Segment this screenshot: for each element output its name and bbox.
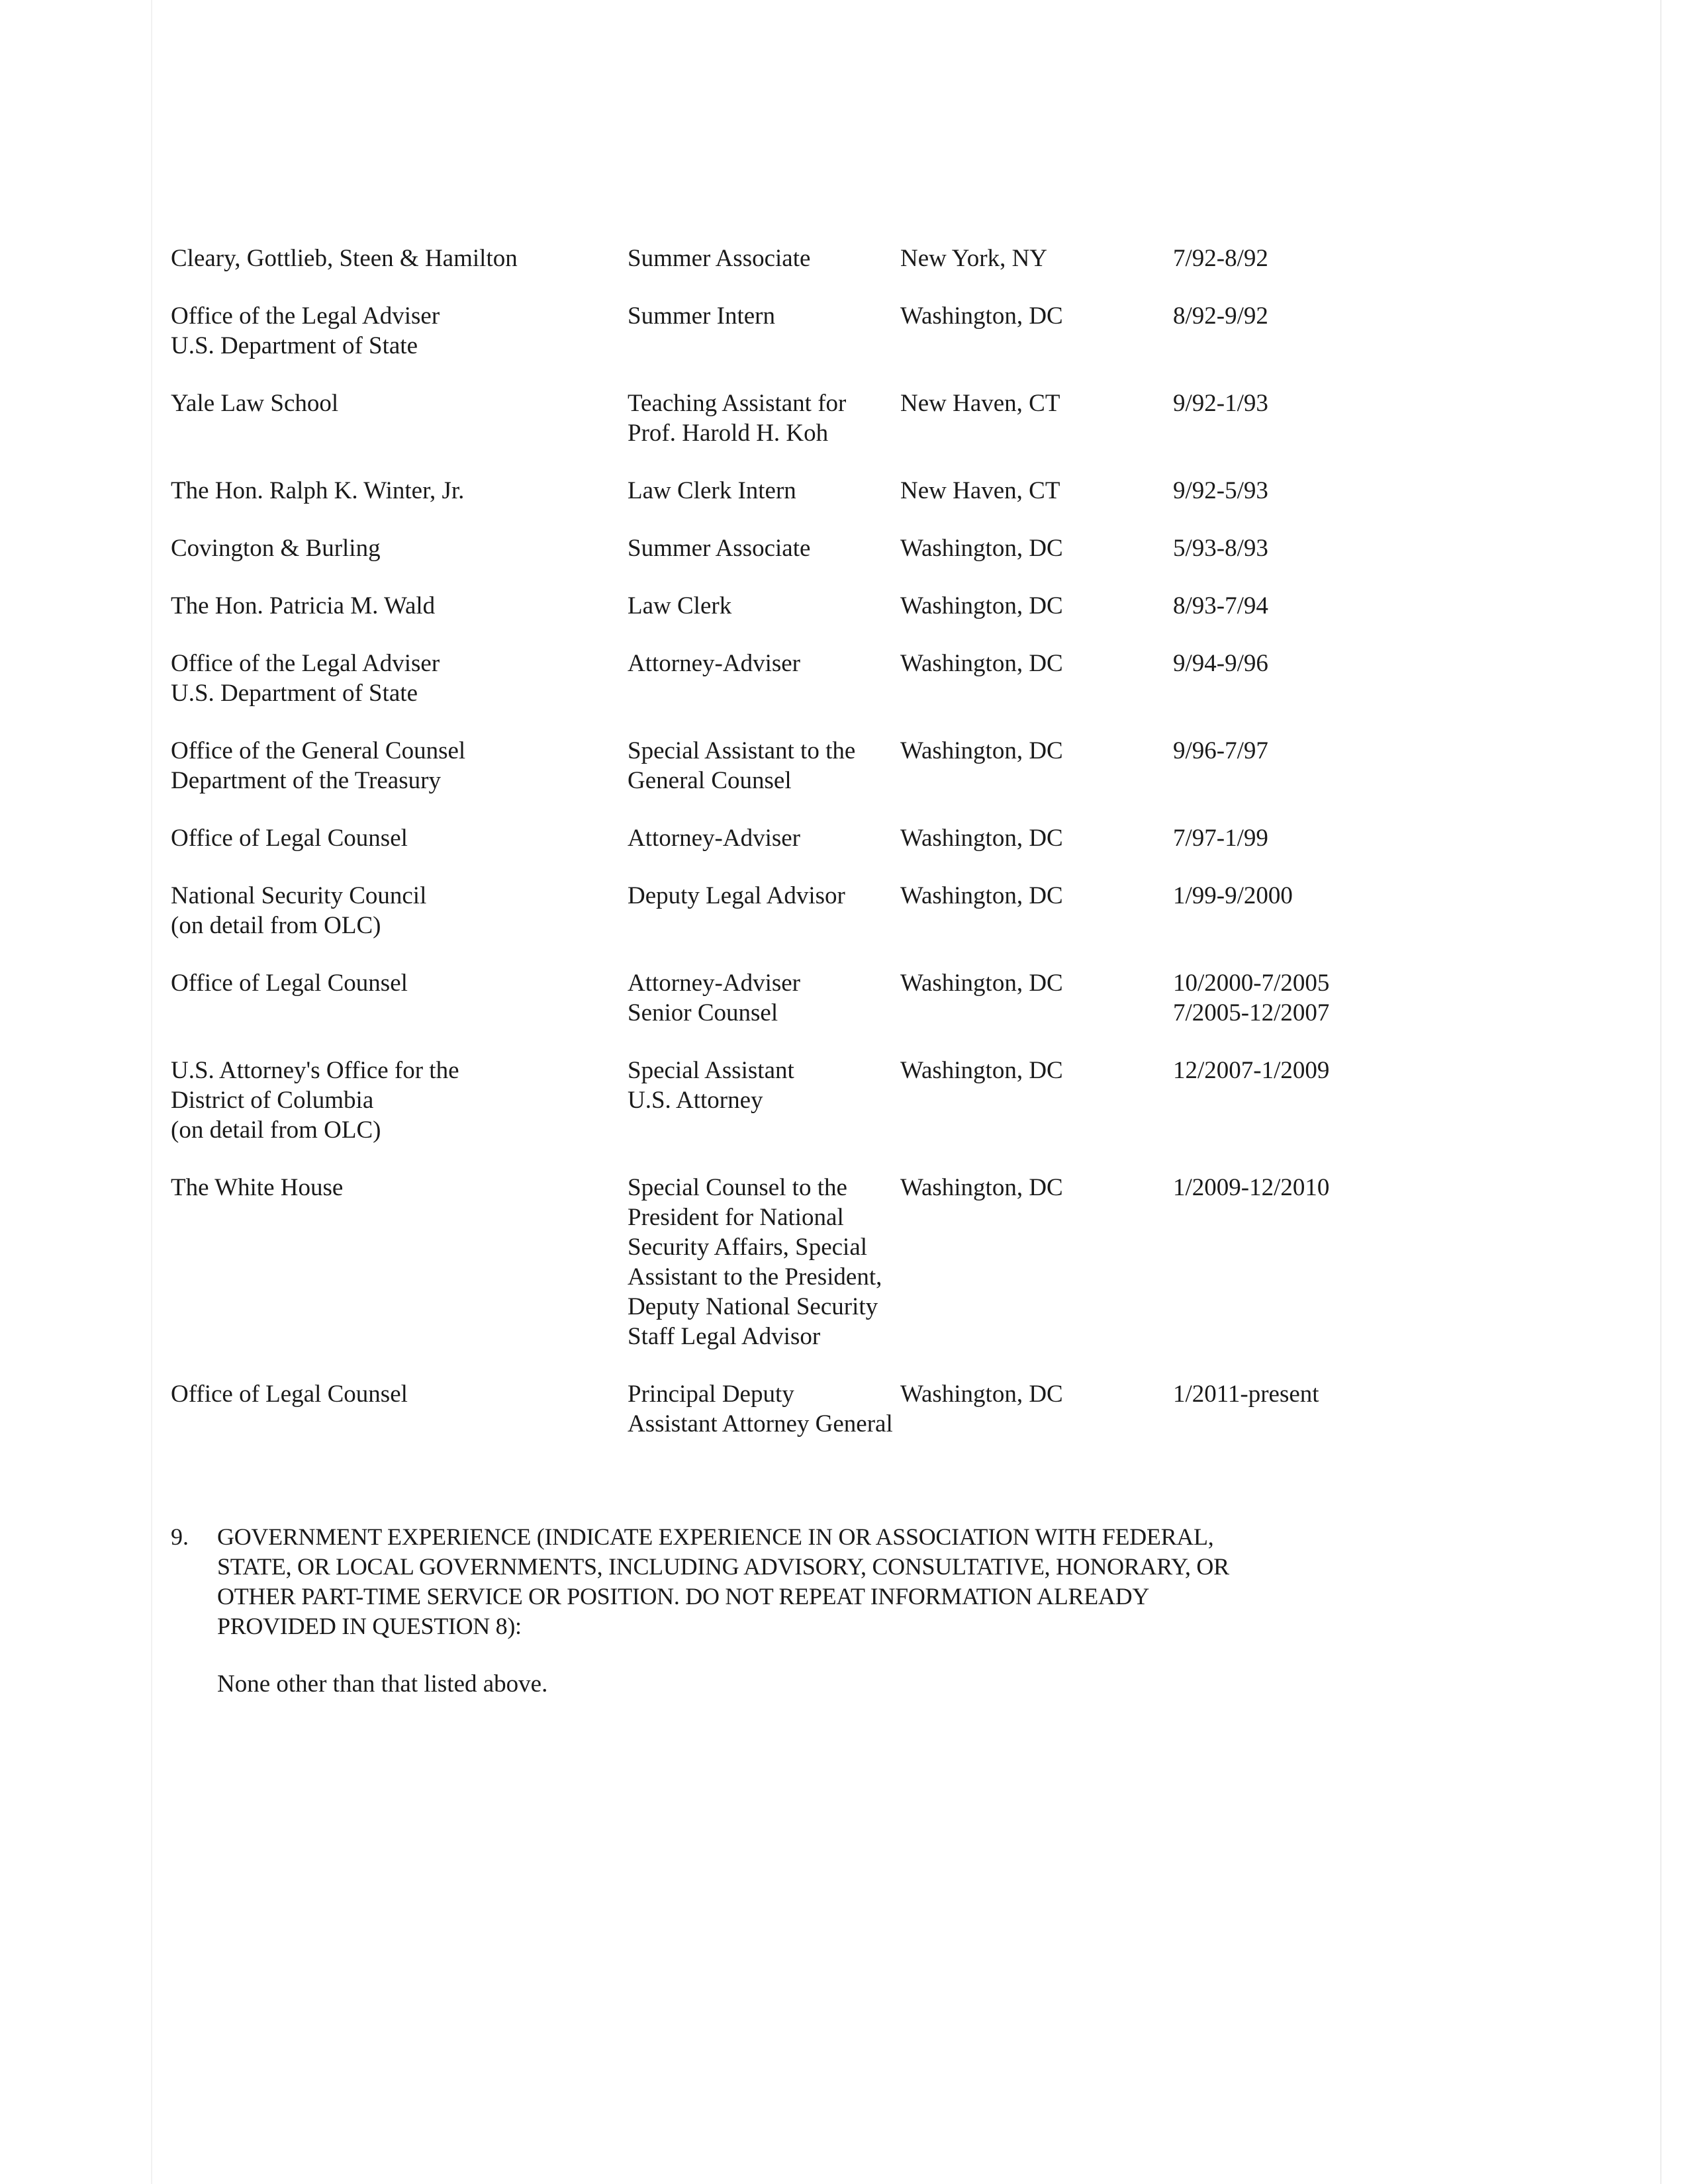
position-cell: [628, 591, 900, 621]
employment-row: [171, 968, 1429, 1028]
question-9-text: [217, 1522, 1362, 1641]
dates-cell: [1173, 1056, 1391, 1085]
dates-cell: [1173, 388, 1391, 418]
text-line: Deputy National Security: [628, 1293, 878, 1320]
employment-row: [171, 1379, 1429, 1439]
location-text: Washington, DC: [900, 1057, 1063, 1084]
text-line: (on detail from OLC): [171, 912, 381, 939]
scan-edge-right: [1660, 0, 1662, 2184]
position-cell: [628, 736, 900, 796]
location-text: Washington, DC: [900, 970, 1063, 997]
location-text: Washington, DC: [900, 882, 1063, 909]
dates-cell: [1173, 736, 1391, 766]
text-line: 12/2007-1/2009: [1173, 1057, 1330, 1084]
employment-row: [171, 881, 1429, 940]
employer-cell: [171, 388, 628, 418]
location-text: New York, NY: [900, 245, 1048, 272]
dates-cell: [1173, 649, 1391, 678]
dates-cell: [1173, 968, 1391, 1028]
text-line: 9/94-9/96: [1173, 650, 1268, 677]
text-line: Teaching Assistant for: [628, 390, 847, 417]
text-line: Office of Legal Counsel: [171, 825, 408, 852]
position-cell: [628, 968, 900, 1028]
text-line: Senior Counsel: [628, 999, 778, 1026]
text-line: Special Counsel to the: [628, 1174, 847, 1201]
employer-cell: [171, 1379, 628, 1409]
location-text: New Haven, CT: [900, 477, 1060, 504]
employment-row: [171, 1173, 1429, 1351]
text-line: Office of the General Counsel: [171, 737, 466, 764]
text-line: Deputy Legal Advisor: [628, 882, 845, 909]
dates-cell: [1173, 881, 1391, 911]
position-cell: [628, 823, 900, 853]
text-line: Special Assistant to the: [628, 737, 856, 764]
text-line: Attorney-Adviser: [628, 650, 800, 677]
dates-cell: [1173, 823, 1391, 853]
text-line: STATE, OR LOCAL GOVERNMENTS, INCLUDING ADVISORY, CONSULTATIVE, HONORARY, OR: [217, 1553, 1229, 1580]
employment-row: [171, 388, 1429, 448]
location-cell: [900, 301, 1173, 331]
text-line: OTHER PART-TIME SERVICE OR POSITION. DO NOT REPEAT INFORMATION ALREADY: [217, 1583, 1150, 1610]
location-cell: [900, 823, 1173, 853]
text-line: Principal Deputy: [628, 1381, 794, 1408]
location-cell: [900, 1379, 1173, 1409]
employment-row: [171, 301, 1429, 361]
employment-row: [171, 649, 1429, 708]
employer-cell: [171, 736, 628, 796]
text-line: 7/92-8/92: [1173, 245, 1268, 272]
location-text: Washington, DC: [900, 1381, 1063, 1408]
employment-row: [171, 591, 1429, 621]
location-cell: [900, 591, 1173, 621]
location-text: Washington, DC: [900, 650, 1063, 677]
scan-edge-left: [151, 0, 152, 2184]
dates-cell: [1173, 533, 1391, 563]
question-9-number: 9.: [171, 1524, 189, 1550]
text-line: U.S. Department of State: [171, 332, 418, 359]
location-cell: [900, 1173, 1173, 1203]
location-text: Washington, DC: [900, 1174, 1063, 1201]
dates-cell: [1173, 476, 1391, 506]
employment-history-table: [171, 244, 1429, 1467]
employer-cell: [171, 244, 628, 273]
dates-cell: [1173, 1379, 1391, 1409]
location-text: Washington, DC: [900, 737, 1063, 764]
position-cell: [628, 533, 900, 563]
employer-cell: [171, 968, 628, 998]
text-line: Department of the Treasury: [171, 767, 441, 794]
dates-cell: [1173, 1173, 1391, 1203]
text-line: 1/99-9/2000: [1173, 882, 1293, 909]
question-9-section: [171, 1522, 1362, 1699]
dates-cell: [1173, 244, 1391, 273]
employment-row: [171, 823, 1429, 853]
employer-cell: [171, 649, 628, 708]
question-9-heading: [171, 1522, 1362, 1641]
employment-row: [171, 1056, 1429, 1145]
text-line: Prof. Harold H. Koh: [628, 420, 829, 447]
text-line: Attorney-Adviser: [628, 825, 800, 852]
position-cell: [628, 244, 900, 273]
location-cell: [900, 968, 1173, 998]
text-line: 5/93-8/93: [1173, 535, 1268, 562]
text-line: Office of the Legal Adviser: [171, 650, 440, 677]
text-line: Summer Intern: [628, 302, 775, 330]
text-line: PROVIDED IN QUESTION 8):: [217, 1613, 522, 1639]
text-line: Assistant to the President,: [628, 1263, 882, 1291]
location-cell: [900, 881, 1173, 911]
text-line: Law Clerk Intern: [628, 477, 796, 504]
location-cell: [900, 649, 1173, 678]
text-line: Yale Law School: [171, 390, 339, 417]
text-line: Cleary, Gottlieb, Steen & Hamilton: [171, 245, 518, 272]
text-line: U.S. Attorney's Office for the: [171, 1057, 459, 1084]
position-cell: [628, 881, 900, 911]
employment-row: [171, 533, 1429, 563]
location-text: Washington, DC: [900, 302, 1063, 330]
text-line: U.S. Department of State: [171, 680, 418, 707]
text-line: Assistant Attorney General: [628, 1410, 893, 1437]
text-line: Attorney-Adviser: [628, 970, 800, 997]
employment-row: [171, 736, 1429, 796]
location-cell: [900, 388, 1173, 418]
text-line: The Hon. Patricia M. Wald: [171, 592, 436, 619]
location-text: Washington, DC: [900, 535, 1063, 562]
text-line: 7/2005-12/2007: [1173, 999, 1330, 1026]
employer-cell: [171, 301, 628, 361]
text-line: District of Columbia: [171, 1087, 374, 1114]
text-line: U.S. Attorney: [628, 1087, 763, 1114]
employer-cell: [171, 881, 628, 940]
position-cell: [628, 1173, 900, 1351]
text-line: President for National: [628, 1204, 844, 1231]
position-cell: [628, 1379, 900, 1439]
location-text: Washington, DC: [900, 592, 1063, 619]
text-line: Office of Legal Counsel: [171, 1381, 408, 1408]
text-line: Office of Legal Counsel: [171, 970, 408, 997]
position-cell: [628, 476, 900, 506]
text-line: The White House: [171, 1174, 344, 1201]
text-line: 9/92-1/93: [1173, 390, 1268, 417]
question-9-answer: None other than that listed above.: [217, 1670, 548, 1698]
employer-cell: [171, 823, 628, 853]
position-cell: [628, 301, 900, 331]
text-line: GOVERNMENT EXPERIENCE (INDICATE EXPERIENCE IN OR ASSOCIATION WITH FEDERAL,: [217, 1524, 1214, 1550]
location-cell: [900, 244, 1173, 273]
position-cell: [628, 1056, 900, 1115]
location-text: New Haven, CT: [900, 390, 1060, 417]
text-line: Covington & Burling: [171, 535, 381, 562]
text-line: Summer Associate: [628, 535, 811, 562]
employer-cell: [171, 591, 628, 621]
position-cell: [628, 649, 900, 678]
text-line: 7/97-1/99: [1173, 825, 1268, 852]
text-line: (on detail from OLC): [171, 1116, 381, 1144]
employer-cell: [171, 476, 628, 506]
text-line: Law Clerk: [628, 592, 732, 619]
employment-row: [171, 476, 1429, 506]
employment-row: [171, 244, 1429, 273]
text-line: 1/2009-12/2010: [1173, 1174, 1330, 1201]
location-cell: [900, 1056, 1173, 1085]
dates-cell: [1173, 301, 1391, 331]
employer-cell: [171, 1056, 628, 1145]
text-line: The Hon. Ralph K. Winter, Jr.: [171, 477, 465, 504]
text-line: 10/2000-7/2005: [1173, 970, 1330, 997]
employer-cell: [171, 533, 628, 563]
text-line: 8/92-9/92: [1173, 302, 1268, 330]
text-line: National Security Council: [171, 882, 427, 909]
text-line: Staff Legal Advisor: [628, 1323, 821, 1350]
location-text: Washington, DC: [900, 825, 1063, 852]
text-line: 9/92-5/93: [1173, 477, 1268, 504]
location-cell: [900, 476, 1173, 506]
text-line: Security Affairs, Special: [628, 1234, 868, 1261]
dates-cell: [1173, 591, 1391, 621]
text-line: Summer Associate: [628, 245, 811, 272]
text-line: 1/2011-present: [1173, 1381, 1319, 1408]
text-line: General Counsel: [628, 767, 792, 794]
text-line: Office of the Legal Adviser: [171, 302, 440, 330]
location-cell: [900, 533, 1173, 563]
text-line: 9/96-7/97: [1173, 737, 1268, 764]
employer-cell: [171, 1173, 628, 1203]
position-cell: [628, 388, 900, 448]
location-cell: [900, 736, 1173, 766]
text-line: 8/93-7/94: [1173, 592, 1268, 619]
text-line: Special Assistant: [628, 1057, 794, 1084]
